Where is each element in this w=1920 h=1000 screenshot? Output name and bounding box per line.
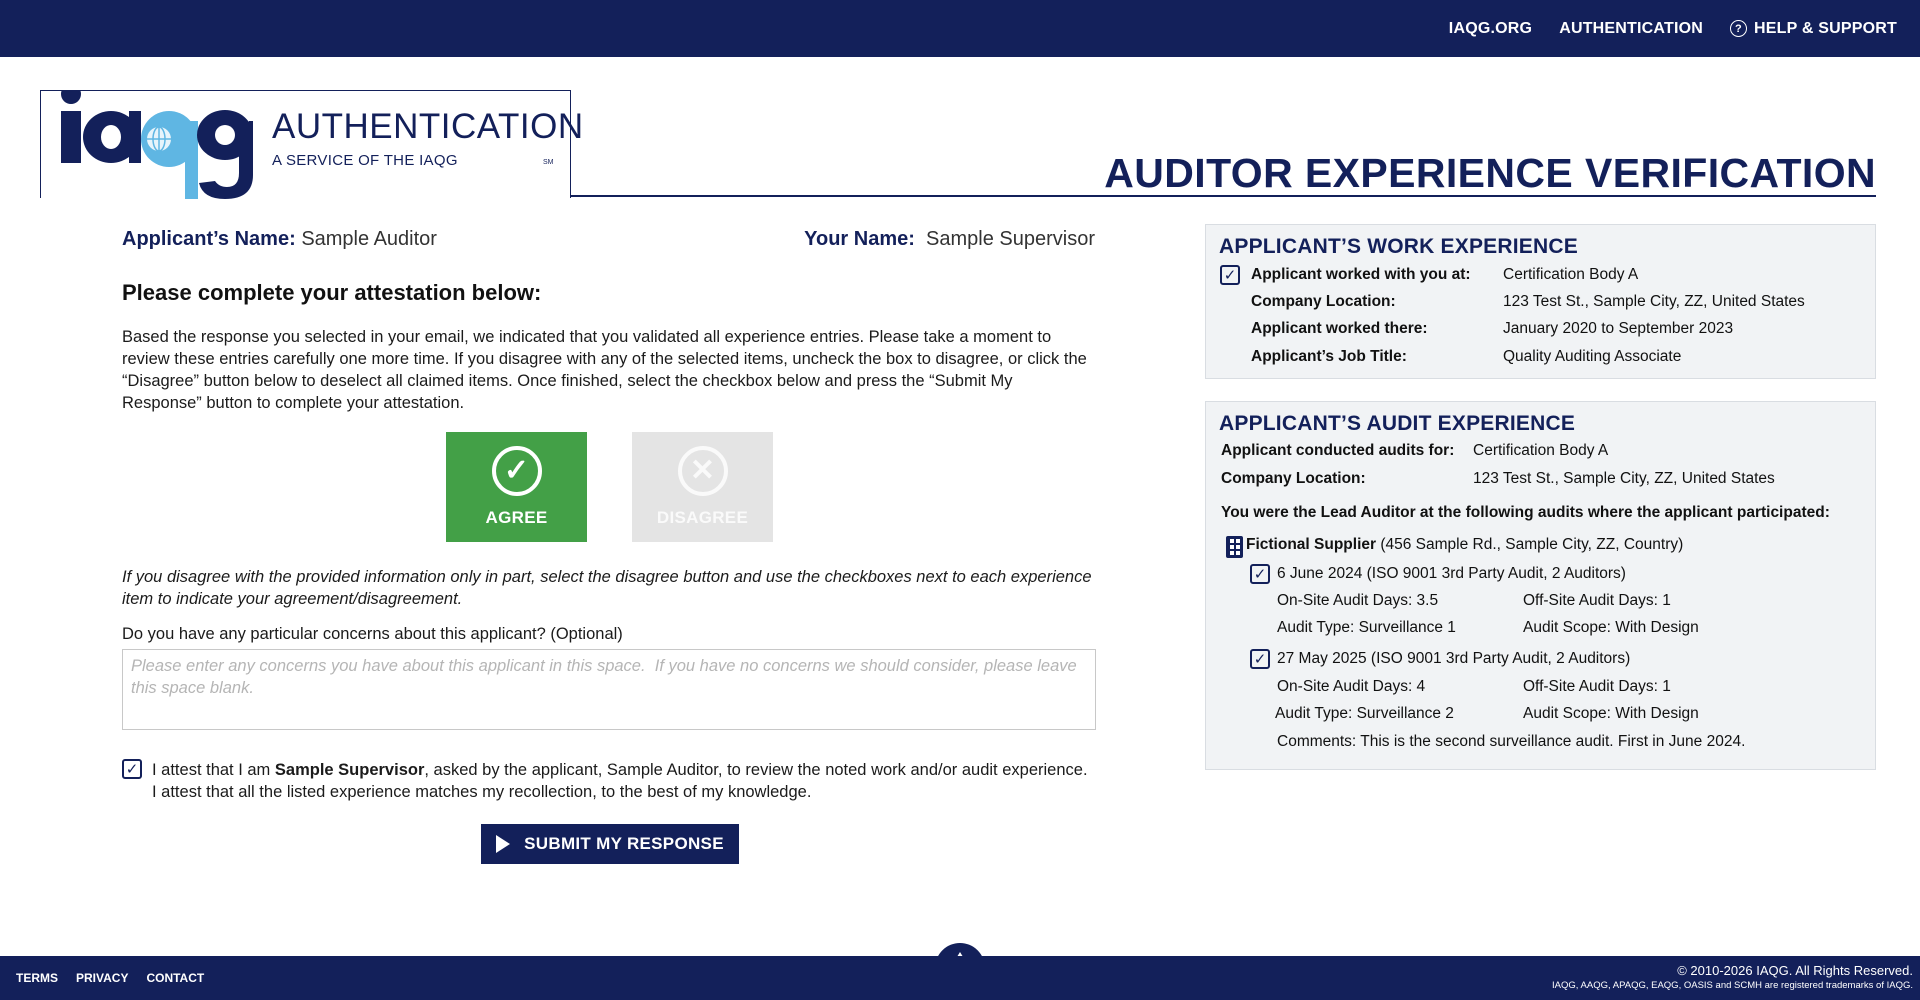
lead-auditor-note: You were the Lead Auditor at the following audits where the applicant participated: [1221,504,1830,521]
disagree-button[interactable] [632,432,773,542]
nav-iaqg-label: IAQG.ORG [1448,19,1533,37]
names-row [122,228,1095,260]
attest-line-1 [152,759,1088,781]
attestation-heading: Please complete your attestation below: [122,280,542,305]
attest-statement [152,759,1088,803]
attest-line-2: I attest that all the listed experience matches my recollection, to the best of my knowledge. [152,783,812,801]
nav-authentication-label: AUTHENTICATION [1559,19,1704,37]
supplier-name: Fictional Supplier [1246,536,1377,553]
service-mark: SM [543,159,554,166]
footer-privacy-link[interactable]: PRIVACY [76,971,129,985]
work-experience-checkbox[interactable]: ✓ [1220,265,1240,285]
nav-iaqg-link[interactable] [1449,20,1532,38]
concerns-label: Do you have any particular concerns about this applicant? (Optional) [122,625,623,643]
audit-entry-2-scope: Audit Scope: With Design [1523,705,1699,722]
audit-entry-1-offsite: Off-Site Audit Days: 1 [1523,592,1671,609]
audit-experience-title: APPLICANT’S AUDIT EXPERIENCE [1219,412,1576,435]
supervisor-name [804,228,1095,251]
audit-for-value: Certification Body A [1473,442,1609,459]
applicant-name-label: Applicant’s Name: [122,228,296,250]
audit-entry-2-offsite: Off-Site Audit Days: 1 [1523,678,1671,695]
attest-post-text: , asked by the applicant, Sample Auditor, to review the noted work and/or audit experience. [424,761,1088,779]
footer-terms-link[interactable]: TERMS [16,971,58,985]
footer-links [16,971,204,985]
work-location-value: 123 Test St., Sample City, ZZ, United States [1503,293,1805,310]
work-worked-label: Applicant worked with you at: [1251,266,1471,283]
concerns-textarea[interactable] [122,649,1096,730]
building-icon [1226,536,1243,558]
page-title: AUDITOR EXPERIENCE VERIFICATION [1104,150,1876,196]
question-circle-icon: ? [1730,20,1747,37]
supplier-address: (456 Sample Rd., Sample City, ZZ, Country) [1376,536,1684,553]
audit-entry-2-checkbox[interactable]: ✓ [1250,649,1270,669]
x-circle-icon: ✕ [678,446,728,496]
audit-entry-1-title: 6 June 2024 (ISO 9001 3rd Party Audit, 2 Auditors) [1277,565,1626,582]
play-arrow-icon [496,835,510,853]
top-nav [1449,0,1897,57]
work-worked-value: Certification Body A [1503,266,1639,283]
instructions-paragraph: Based the response you selected in your email, we indicated that you validated all experience entries. Please take a moment to review these entries carefully one more time. If you disagree with any of the selected items, uncheck the box to disagree, or click the “Disagree” button below to deselect all claimed items. Once finished, select the checkbox below and press the “Submit My Response” button to complete your attestation. [122,328,1087,412]
work-period-value: January 2020 to September 2023 [1503,320,1734,337]
copyright-text: © 2010-2026 IAQG. All Rights Reserved. [1677,963,1913,978]
audit-entry-2-title: 27 May 2025 (ISO 9001 3rd Party Audit, 2 Auditors) [1277,650,1631,667]
attestation-form [122,228,1095,803]
audit-entry-1-onsite: On-Site Audit Days: 3.5 [1277,592,1439,609]
agree-label: AGREE [485,508,548,527]
partial-disagree-note: If you disagree with the provided information only in part, select the disagree button and use the checkboxes next to each experience item to indicate your agreement/disagreement. [122,568,1092,608]
supervisor-name-value: Sample Supervisor [926,228,1095,250]
auth-subtitle: A SERVICE OF THE IAQG [272,152,458,169]
agree-button[interactable] [446,432,587,542]
work-location-label: Company Location: [1251,293,1396,310]
nav-help-link[interactable] [1730,20,1897,38]
work-period-label: Applicant worked there: [1251,320,1428,337]
check-circle-icon: ✓ [492,446,542,496]
nav-authentication-link[interactable] [1559,20,1703,38]
audit-entry-2-type: Audit Type: Surveillance 2 [1275,705,1454,722]
work-experience-panel [1205,224,1876,379]
logo-box [40,90,584,198]
footer-contact-link[interactable]: CONTACT [146,971,205,985]
submit-response-button[interactable] [481,824,739,864]
audit-entry-2-onsite: On-Site Audit Days: 4 [1277,678,1426,695]
copyright-block [1552,963,1913,991]
attest-supervisor-name: Sample Supervisor [274,761,425,779]
attest-row [122,759,1095,803]
applicant-name-value: Sample Auditor [301,228,437,250]
top-bar [0,0,1920,57]
nav-help-label: HELP & SUPPORT [1754,19,1897,37]
choice-buttons [122,432,1095,544]
audit-entry-2-comments: Comments: This is the second surveillance audit. First in June 2024. [1277,733,1746,750]
disagree-label: DISAGREE [656,508,749,527]
audit-location-label: Company Location: [1221,470,1366,487]
submit-label: SUBMIT MY RESPONSE [524,834,724,853]
audit-experience-panel [1205,401,1876,770]
supplier-line [1246,536,1683,554]
audit-entry-1-scope: Audit Scope: With Design [1523,619,1699,636]
iaqg-logo-icon [59,91,259,199]
applicant-name [122,228,437,250]
auth-wordmark: AUTHENTICATION [272,107,584,146]
footer [0,956,1920,1000]
attest-pre-text: I attest that I am [152,761,275,779]
audit-entry-1-type: Audit Type: Surveillance 1 [1277,619,1456,636]
supervisor-name-label: Your Name: [804,228,915,250]
audit-for-label: Applicant conducted audits for: [1221,442,1455,459]
work-job-label: Applicant’s Job Title: [1251,348,1407,365]
attest-checkbox[interactable]: ✓ [122,759,142,779]
audit-location-value: 123 Test St., Sample City, ZZ, United States [1473,470,1775,487]
trademark-text: IAQG, AAQG, APAQG, EAQG, OASIS and SCMH are registered trademarks of IAQG. [1552,980,1913,991]
work-job-value: Quality Auditing Associate [1503,348,1682,365]
work-experience-title: APPLICANT’S WORK EXPERIENCE [1219,235,1578,258]
audit-entry-1-checkbox[interactable]: ✓ [1250,564,1270,584]
